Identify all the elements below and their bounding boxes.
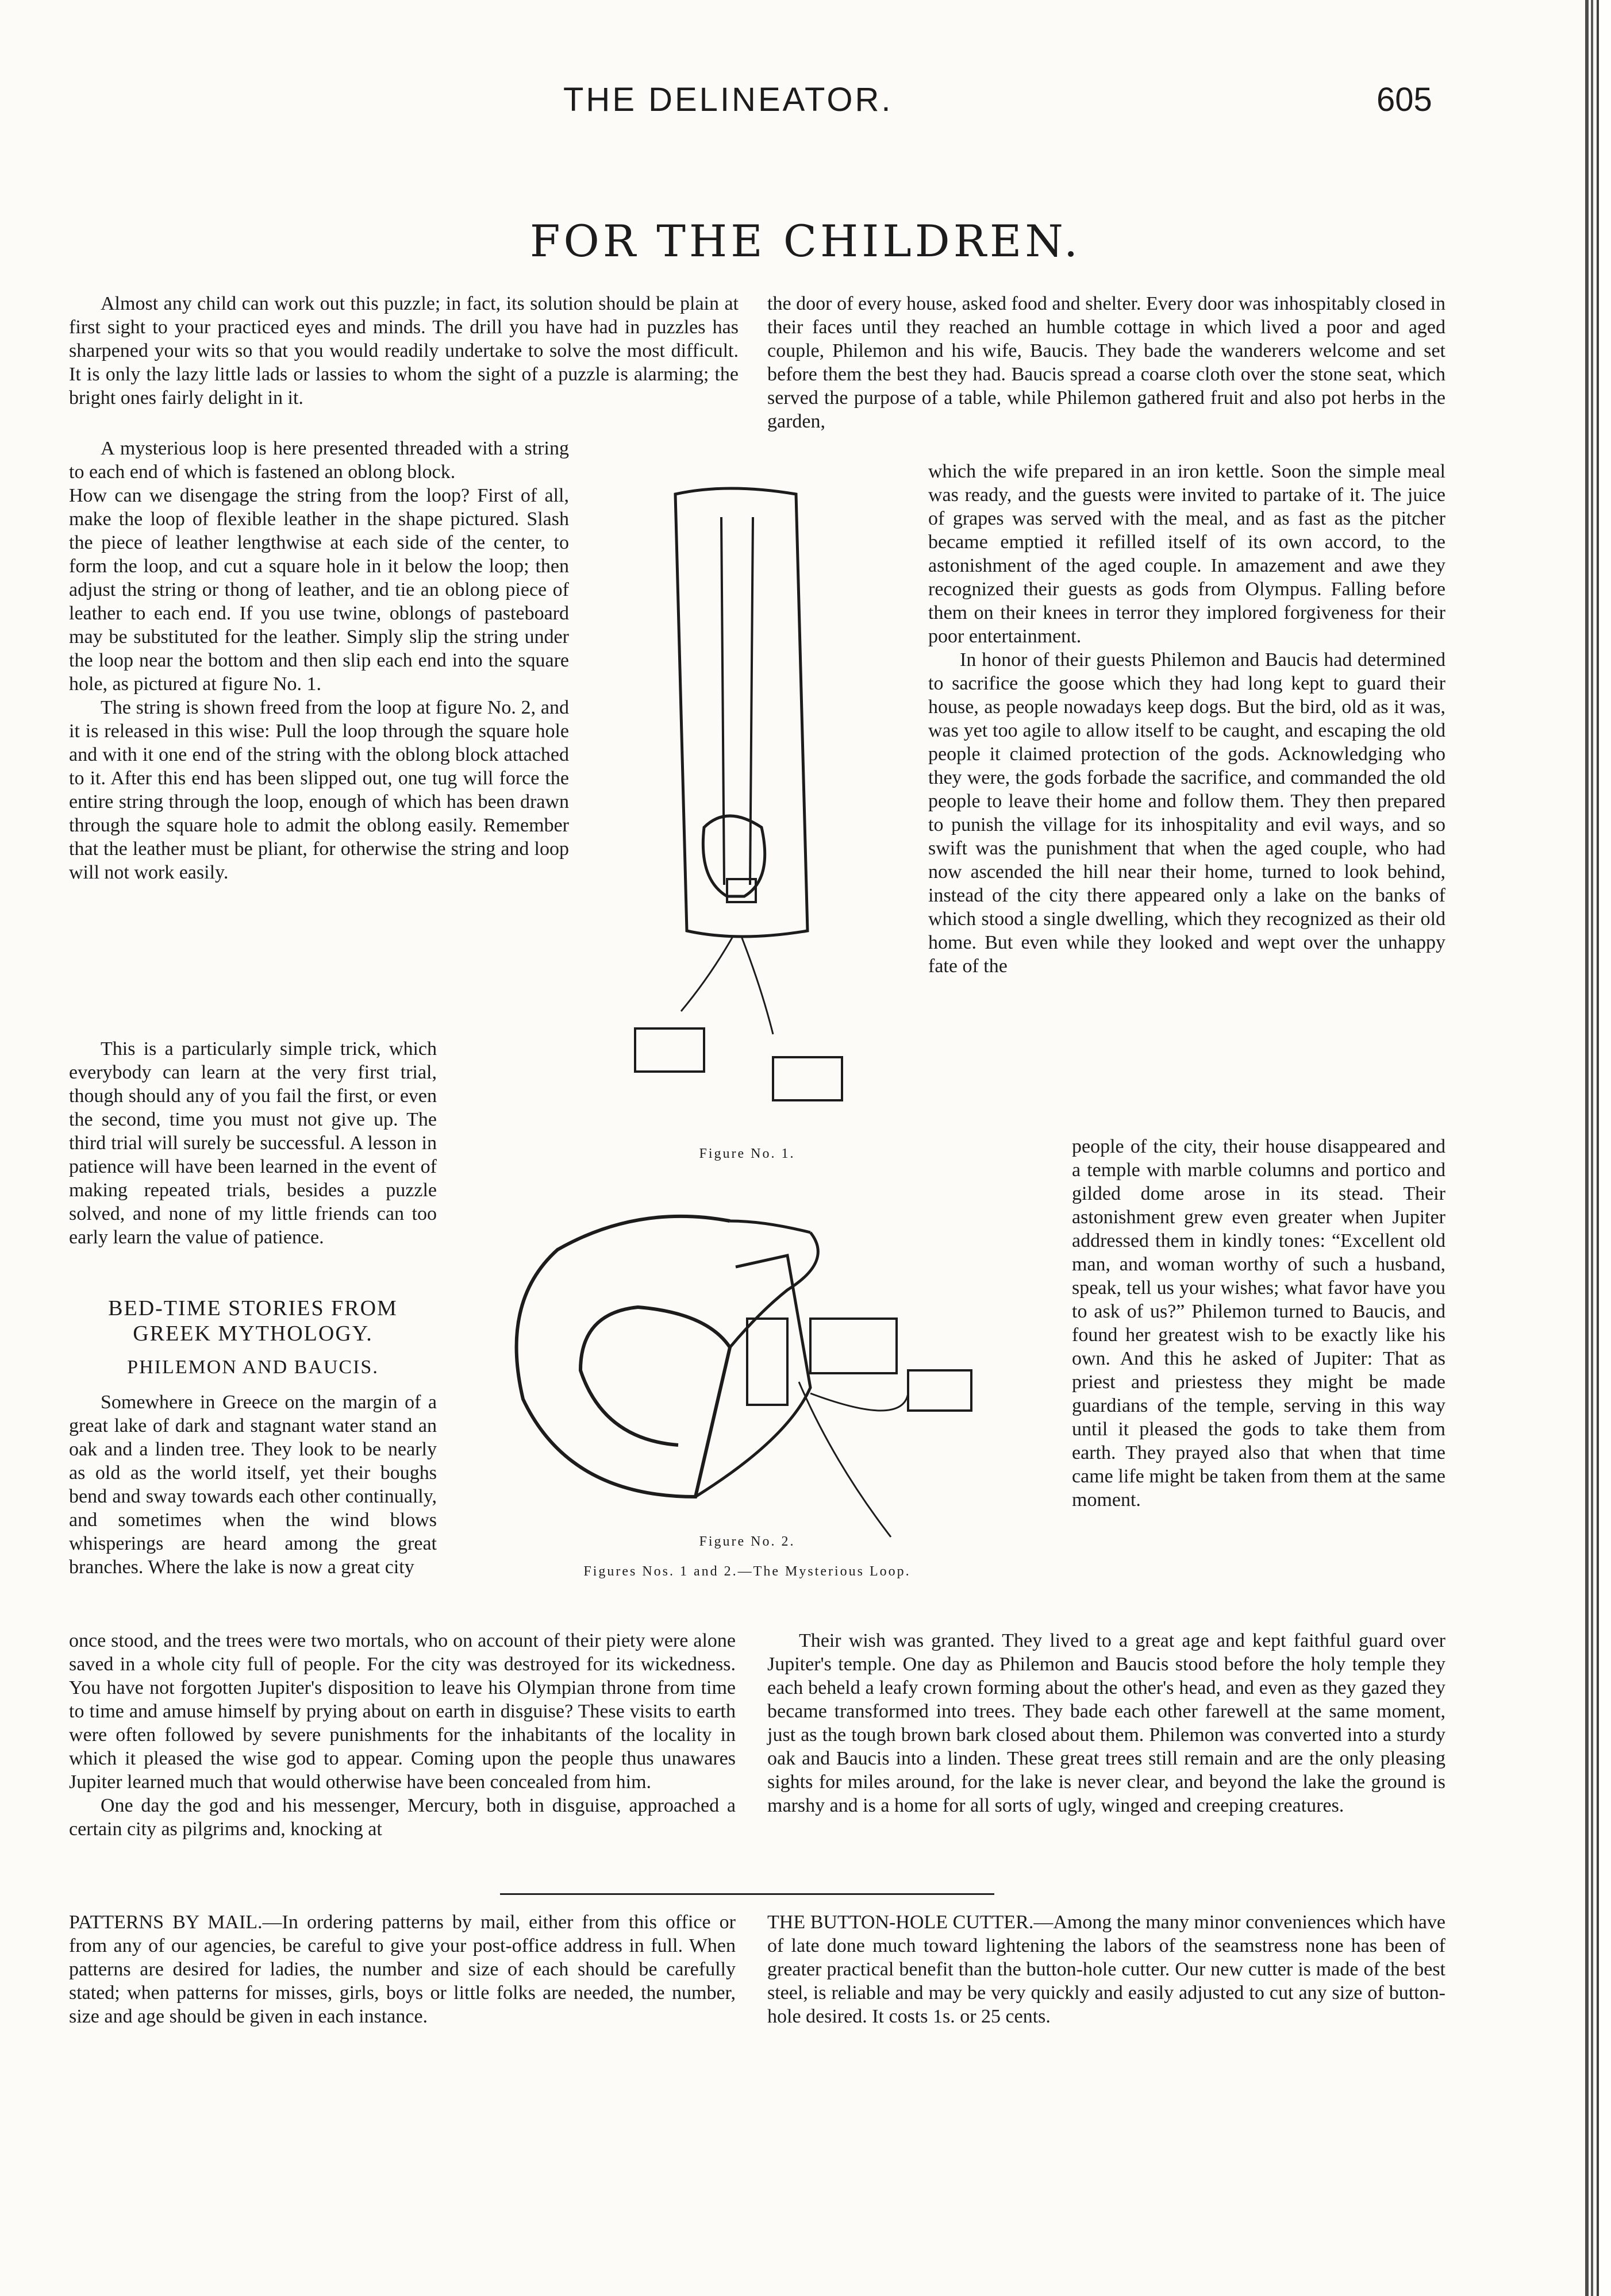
- cutter-note: [767, 1910, 1445, 2028]
- puzzle-paragraph-1: Almost any child can work out this puzzle; in fact, its solution should be plain at first sight to your practiced eyes and minds. The drill you have had in puzzles has sharpened your wits so that you would readily undertake to solve the most difficult. It is only the lazy little lads or lassies to whom the sight of a puzzle is alarming; the bright ones fairly delight in it.: [69, 293, 739, 409]
- story-paragraph-2: One day the god and his messenger, Mercury, both in disguise, approached a certain city as pilgrims and, knocking at: [69, 1795, 736, 1840]
- puzzle-paragraph-2a: A mysterious loop is here presented threaded with a string to each end of which is fastened an oblong block.: [69, 438, 569, 483]
- figure-1-illustration: [624, 483, 853, 1138]
- story-paragraph-1a: Somewhere in Greece on the margin of a great lake of dark and stagnant water stand an oak and a linden tree. They look to be nearly as old as the world itself, yet their boughs bend and sway towards each other continually, and sometimes when the wind blows whisperings are heard among the great branches. Where the lake is now a great city: [69, 1392, 437, 1578]
- story-right-paragraph-5: Their wish was granted. They lived to a great age and kept faithful guard over Jupiter's temple. One day as Philemon and Baucis stood before the holy temple they each beheld a leafy crown forming about the other's head, and even as they gazed they became transformed into trees. They bade each other farewell at the same moment, just as the tough brown bark closed about them. Philemon was converted into a sturdy oak and Baucis into a linden. These great trees still remain and are the only pleasing sights for miles around, for the lake is never clear, and beyond the lake the ground is marshy and is a home for all sorts of ugly, winged and creeping creatures.: [767, 1630, 1445, 1816]
- patterns-note-text: PATTERNS BY MAIL.—In ordering patterns by mail, either from this office or from any of our agencies, be careful to give your post-office address in full. When patterns are desired for ladies, the number and size of each should be carefully stated; when patterns for misses, girls, boys or little folks are needed, the number, size and age should be given in each instance.: [69, 1912, 736, 2027]
- page-number: 605: [1377, 81, 1432, 118]
- puzzle-column: [69, 437, 569, 884]
- story-right-paragraph-2: which the wife prepared in an iron kettle. Soon the simple meal was ready, and the guests were invited to partake of it. The juice of grapes was served with the meal, and as fast as the pitcher became emptied it refilled itself of its own accord, to the astonishment of the aged couple. In amazement and awe they recognized their guests as gods from Olympus. Falling before them on their knees in terror they implored forgiveness for their poor entertainment.: [928, 461, 1445, 647]
- story-right-mid: [928, 460, 1445, 978]
- figure-2-illustration: [489, 1198, 977, 1548]
- story-paragraph-1b: once stood, and the trees were two mortals, who on account of their piety were alone saved in a whole city full of people. For the city was destroyed for its wickedness. You have not forgotten Jupiter's disposition to leave his Olympian throne from time to time and amuse himself by prying about on earth in disguise? These visits to earth were often followed by severe punishments for the inhabitants of the locality in which it pleased the wise god to appear. Coming upon the people thus unawares Jupiter learned much that would otherwise have been concealed from him.: [69, 1630, 736, 1793]
- running-header-title: THE DELINEATOR.: [563, 81, 893, 118]
- story-right-paragraph-4: people of the city, their house disappeared and a temple with marble columns and portico and gilded dome arose in its stead. Their astonishment grew even greater when Jupiter addressed them in kindly tones: “Excellent old man, and woman worthy of such a husband, speak, tell us your wishes; what favor have you to ask of us?” Philemon turned to Baucis, and found her greatest wish to be exactly like his own. And this he asked of Jupiter: That as priest and priestess they might be made guardians of the temple, serving in this way until it pleased the gods to take them from earth. They prayed also that when that time came life might be taken from them at the same moment.: [1072, 1136, 1445, 1511]
- story-right-paragraph-3: In honor of their guests Philemon and Baucis had determined to sacrifice the goose which they had long kept to guard their house, as people nowadays keep dogs. But the bird, old as it was, was yet too agile to allow itself to be caught, and escaping the old people it claimed protection of the gods. Acknowledging who they were, the gods forbade the sacrifice, and commanded the old people to leave their home and follow them. They then prepared to punish the village for its inhospitality and evil ways, and so swift was the punishment that when the aged couple, who had now ascended the hill near their home, turned to look behind, instead of the city there appeared only a lake on the banks of which stood a single dwelling, which they recognized as their old home. But even while they looked and wept over the unhappy fate of the: [928, 649, 1445, 977]
- story-heading-block: [69, 1296, 437, 1378]
- story-column-narrow: [69, 1390, 437, 1579]
- story-right-narrow: [1072, 1135, 1445, 1512]
- puzzle-paragraph-3: The string is shown freed from the loop at figure No. 2, and it is released in this wise: Pull the loop through the square hole and with it one end of the string with the oblong block attached to it. After this end has been slipped out, one tug will force the entire string through the loop, enough of which has been drawn through the square hole to admit the oblong easily. Remember that the leather must be pliant, for otherwise the string and loop will not work easily.: [69, 697, 569, 883]
- page-edge-scan-artifact: [1585, 0, 1611, 2296]
- figure-2-caption: Figure No. 2.: [699, 1534, 795, 1549]
- horizontal-rule: [500, 1893, 994, 1895]
- story-right-top: [767, 292, 1445, 433]
- story-column-left-bottom: [69, 1629, 736, 1841]
- puzzle-paragraph-4: This is a particularly simple trick, which everybody can learn at the very first trial, though should any of you fail the first, or even the second, time you must not give up. The third trial will surely be successful. A lesson in patience will have been learned in the event of making repeated trials, besides a puzzle solved, and none of my little friends can too early learn the value of patience.: [69, 1038, 437, 1248]
- section-title: FOR THE CHILDREN.: [529, 215, 1082, 267]
- puzzle-paragraph-2b: How can we disengage the string from the loop? First of all, make the loop of flexible leather in the shape pictured. Slash the piece of leather lengthwise at each side of the center, to form the loop, and cut a square hole in it below the loop; then adjust the string or thong of leather, and tie an oblong piece of leather to each end. If you use twine, oblongs of pasteboard may be substituted for the leather. Simply slip the string under the loop near the bottom and then slip each end into the square hole, as pictured at figure No. 1.: [69, 485, 569, 695]
- story-heading: BED-TIME STORIES FROM GREEK MYTHOLOGY.: [108, 1296, 398, 1346]
- puzzle-column-end: [69, 1037, 437, 1249]
- cutter-note-text: THE BUTTON-HOLE CUTTER.—Among the many minor conveniences which have of late done much toward lightening the labors of the seamstress none has been of greater practical benefit than the button-hole cutter. Our new cutter is made of the best steel, is reliable and may be very quickly and easily adjusted to cut any size of button-hole desired. It costs 1s. or 25 cents.: [767, 1912, 1445, 2027]
- story-subheading: PHILEMON AND BAUCIS.: [127, 1357, 379, 1378]
- story-right-bottom: [767, 1629, 1445, 1817]
- patterns-note: [69, 1910, 736, 2028]
- figures-main-caption: Figures Nos. 1 and 2.—The Mysterious Loop.: [583, 1564, 911, 1579]
- puzzle-intro: [69, 292, 739, 410]
- story-right-paragraph-1: the door of every house, asked food and shelter. Every door was inhospitably closed in their faces until they reached an humble cottage in which lived a poor and aged couple, Philemon and his wife, Baucis. They bade the wanderers welcome and set before them the best they had. Baucis spread a coarse cloth over the stone seat, which served the purpose of a table, while Philemon gathered fruit and also pot herbs in the garden,: [767, 293, 1445, 432]
- figure-1-caption: Figure No. 1.: [699, 1146, 795, 1161]
